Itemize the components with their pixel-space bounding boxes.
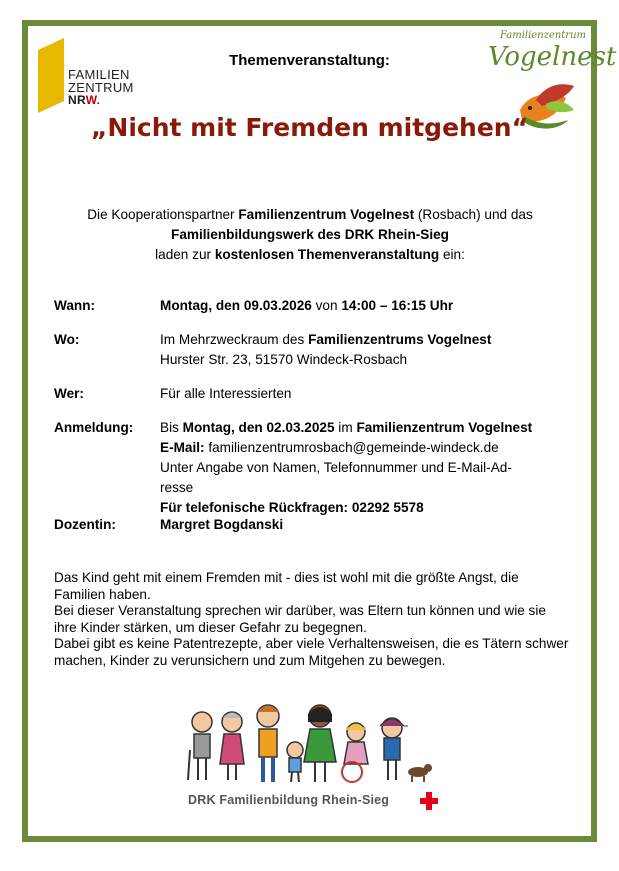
value-dozentin: Margret Bogdanski bbox=[160, 517, 284, 532]
value-anmeldung: Bis Montag, den 02.03.2025 im Familienzentrum Vogelnest E-Mail: familienzentrumrosbach@gemeinde-windeck.de Unter Angabe von Namen, Telefonnummer und E-Mail-Ad- resse Für telefonische Rückfragen: 02292 5578 bbox=[160, 420, 533, 515]
red-cross-icon bbox=[420, 792, 438, 810]
paragraph-2: Bei dieser Veranstaltung sprechen wir darüber, was Eltern tun können und wie sie ihre Kinder stärken, um dieser Gefahr zu begegnen. bbox=[54, 603, 546, 635]
familienzentrum-logo-text bbox=[68, 68, 134, 107]
intro-text: Die Kooperationspartner Familienzentrum Vogelnest (Rosbach) und das Familienbildungswerk des DRK Rhein-Sieg laden zur kostenlosen Themenveranstaltung ein: bbox=[87, 207, 533, 262]
vogelnest-logo-small: Familienzentrum bbox=[500, 30, 587, 41]
drk-caption: DRK Familienbildung Rhein-Sieg bbox=[188, 793, 390, 807]
drk-familienbildung-logo bbox=[180, 700, 445, 815]
familienzentrum-mark-icon bbox=[38, 38, 68, 113]
label-wer: Wer: bbox=[54, 386, 84, 401]
label-dozentin: Dozentin: bbox=[54, 517, 116, 532]
description-text bbox=[54, 570, 570, 670]
value-wer: Für alle Interessierten bbox=[160, 386, 292, 401]
phone-number: Für telefonische Rückfragen: 02292 5578 bbox=[160, 500, 424, 515]
value-wo: Im Mehrzweckraum des Familienzentrums Vogelnest Hurster Str. 23, 51570 Windeck-Rosbach bbox=[160, 332, 492, 367]
page-subtitle: Themenveranstaltung: bbox=[229, 52, 390, 69]
vogelnest-logo-big: Vogelnest bbox=[488, 42, 617, 72]
page-title: „Nicht mit Fremden mitgehen“ bbox=[90, 113, 529, 142]
value-wann: Montag, den 09.03.2026 von 14:00 – 16:15 Uhr bbox=[160, 298, 454, 313]
paragraph-1: Das Kind geht mit einem Fremden mit - dies ist wohl mit die größte Angst, die Familien haben. bbox=[54, 570, 519, 602]
email-link[interactable]: familienzentrumrosbach@gemeinde-windeck.de bbox=[204, 440, 499, 455]
logo-line-2: ZENTRUM bbox=[68, 80, 134, 95]
label-anmeldung: Anmeldung: bbox=[54, 420, 134, 435]
label-wo: Wo: bbox=[54, 332, 80, 347]
paragraph-3: Dabei gibt es keine Patentrezepte, aber viele Verhaltensweisen, die es Tätern schwer machen, Kinder zu verunsichern und zum Mitgehen zu bewegen. bbox=[54, 636, 569, 668]
familienzentrum-nrw-logo bbox=[38, 38, 148, 118]
logo-line-1: FAMILIEN bbox=[68, 67, 130, 82]
logo-nrw: NRW. bbox=[68, 93, 101, 107]
label-wann: Wann: bbox=[54, 298, 96, 313]
family-illustration-icon bbox=[180, 700, 445, 790]
